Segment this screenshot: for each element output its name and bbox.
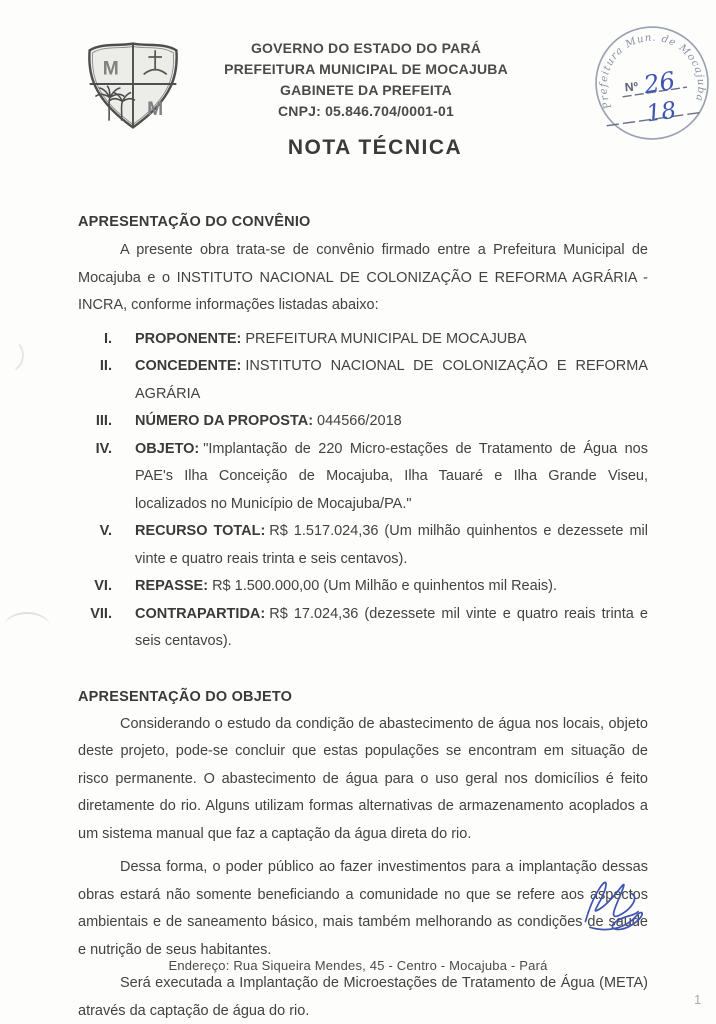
org-line-prefeitura: PREFEITURA MUNICIPAL DE MOCAJUBA [224, 61, 508, 77]
item-text: 044566/2018 [317, 413, 402, 429]
org-line-cnpj: CNPJ: 05.846.704/0001-01 [277, 103, 455, 119]
list-item-concedente [78, 353, 648, 408]
crest-letter-m-topleft: M [102, 58, 119, 80]
item-text: PREFEITURA MUNICIPAL DE MOCAJUBA [245, 330, 527, 347]
item-numeral: V. [99, 523, 112, 539]
item-text: INSTITUTO NACIONAL DE COLONIZAÇÃO E REFORMA AGRÁRIA [135, 358, 648, 402]
list-item-repasse [78, 573, 648, 601]
item-label: OBJETO: [135, 440, 200, 457]
convenio-roman-list [78, 326, 648, 656]
convenio-intro-paragraph: A presente obra trata-se de convênio firmado entre a Prefeitura Municipal de Mocajuba e o INSTITUTO NACIONAL DE COLONIZAÇÃO E REFORMA AGRÁRIA - INCRA, conforme informações listadas abaixo: [78, 242, 648, 313]
footer-address: Endereço: Rua Siqueira Mendes, 45 - Centro - Mocajuba - Pará [168, 958, 548, 973]
stamp-number-label: Nº [624, 79, 639, 95]
section-heading-objeto: APRESENTAÇÃO DO OBJETO [78, 688, 293, 705]
item-numeral: IV. [95, 440, 112, 457]
item-numeral: III. [95, 413, 112, 429]
item-text: R$ 1.517.024,36 (Um milhão quinhentos e dezessete mil vinte e quatro reais trinta e seis centavos). [135, 523, 648, 567]
objeto-paragraph-2: Dessa forma, o poder público ao fazer investimentos para a implantação dessas obras estará não somente beneficiando a comunidade no que se refere aos aspectos ambientais e de saneamento básico, mais também melhorando as condições de saúde e nutrição de seus habitantes. [78, 859, 648, 958]
document-body [78, 214, 648, 1024]
objeto-paragraph-1: Considerando o estudo da condição de abastecimento de água nos locais, objeto deste projeto, pode-se concluir que estas populações se encontram em situação de risco permanente. O abastecimento de água para o uso geral nos domicílios é feito diretamente do rio. Alguns utilizam formas alternativas de armazenamento acoplados a um sistema manual que faz a captação da água direta do rio. [78, 715, 648, 842]
list-item-proponente [78, 326, 648, 354]
org-header [168, 38, 564, 122]
scan-artifact-arc [4, 612, 50, 642]
item-label: RECURSO TOTAL: [135, 523, 266, 539]
org-line-government: GOVERNO DO ESTADO DO PARÁ [250, 40, 482, 56]
crest-letter-m-bottomright: M [147, 98, 164, 120]
item-label: PROPONENTE: [135, 330, 242, 347]
org-line-gabinete: GABINETE DA PREFEITA [279, 82, 452, 98]
protocol-stamp [586, 17, 716, 149]
stamp-handwritten-number: 26 [641, 65, 678, 100]
item-numeral: I. [103, 330, 112, 347]
item-label: REPASSE: [135, 578, 209, 594]
item-label: CONCEDENTE: [135, 358, 242, 374]
list-item-contrapartida [78, 601, 648, 656]
page-number: 1 [694, 992, 702, 1007]
stamp-handwritten-number-2: 18 [644, 95, 678, 128]
handwritten-signature [568, 865, 665, 943]
item-label: CONTRAPARTIDA: [135, 605, 266, 622]
objeto-paragraph-3: Será executada a Implantação de Microestações de Tratamento de Água (META) através da captação de água do rio. [78, 975, 648, 1019]
stamp-ring-text: Prefeitura Mun. de Mocajuba [598, 32, 707, 111]
item-label: NÚMERO DA PROPOSTA: [135, 413, 314, 429]
section-heading-convenio: APRESENTAÇÃO DO CONVÊNIO [78, 214, 311, 230]
scan-artifact-arc [0, 333, 26, 376]
item-numeral: VI. [94, 578, 112, 594]
document-title: NOTA TÉCNICA [287, 136, 463, 159]
item-numeral: VII. [90, 605, 112, 622]
list-item-numero-proposta [78, 408, 648, 436]
list-item-recurso-total [78, 518, 648, 573]
list-item-objeto [78, 436, 648, 519]
item-text: "Implantação de 220 Micro-estações de Tratamento de Água nos PAE's Ilha Conceição de Mocajuba, Ilha Tauaré e Ilha Grande Viseu, localizados no Município de Mocajuba/PA." [135, 440, 648, 512]
item-numeral: II. [99, 358, 112, 374]
item-text: R$ 17.024,36 (dezessete mil vinte e quatro reais trinta e seis centavos). [135, 605, 648, 649]
item-text: R$ 1.500.000,00 (Um Milhão e quinhentos mil Reais). [212, 578, 558, 594]
